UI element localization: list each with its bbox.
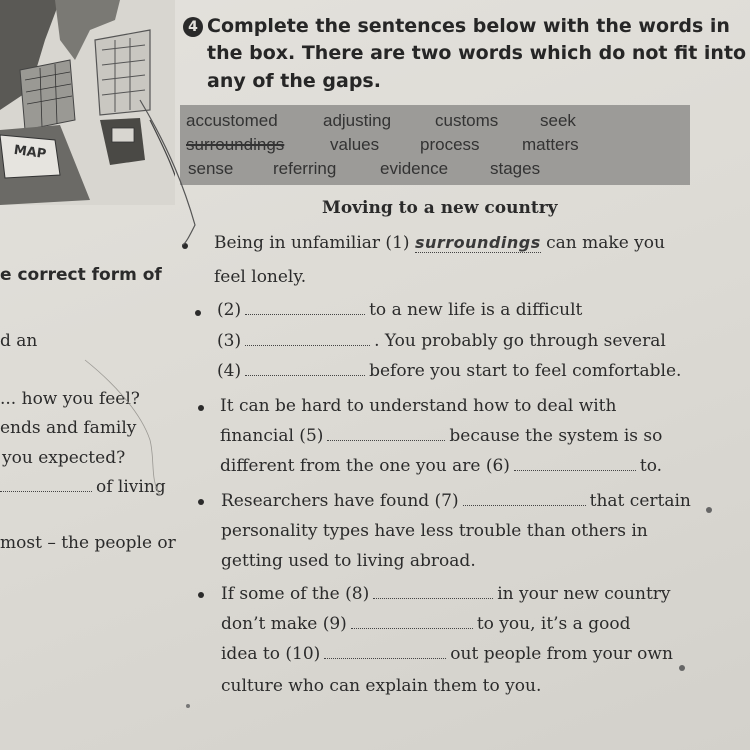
sentence-line: It can be hard to understand how to deal with bbox=[220, 396, 617, 416]
left-fragment: ends and family bbox=[0, 418, 137, 438]
sentence-line: financial (5) because the system is so bbox=[220, 426, 663, 446]
svg-text:MAP: MAP bbox=[12, 142, 48, 163]
word-box-item: process bbox=[420, 135, 480, 154]
word-box-item: adjusting bbox=[323, 111, 392, 130]
left-fragment: ... how you feel? bbox=[0, 389, 140, 409]
handwritten-answer-1: surroundings bbox=[414, 233, 541, 252]
sentence-line: different from the one you are (6) to. bbox=[220, 456, 663, 476]
sentence-line: (4) before you start to feel comfortable. bbox=[217, 361, 682, 381]
sentence-line: feel lonely. bbox=[214, 267, 307, 287]
sentence-line: Researchers have found (7) that certain bbox=[221, 491, 691, 511]
sentence-line: (2) to a new life is a difficult bbox=[217, 300, 583, 320]
word-box-item: referring bbox=[273, 159, 337, 178]
left-fragment: you expected? bbox=[2, 448, 126, 468]
word-box-item: values bbox=[330, 135, 380, 154]
left-fragment: most – the people or bbox=[0, 533, 176, 553]
word-box-item-crossed-out: surroundings bbox=[186, 135, 285, 154]
word-box-item: evidence bbox=[380, 159, 449, 178]
section-heading: Moving to a new country bbox=[322, 198, 558, 218]
word-box-item: sense bbox=[188, 159, 234, 178]
sentence-line: Being in unfamiliar (1) surroundings can make you bbox=[214, 233, 665, 253]
sentence-line: (3) . You probably go through several bbox=[217, 331, 666, 351]
task-instruction-line-2: the box. There are two words which do not fit into bbox=[207, 42, 747, 64]
word-box-item: stages bbox=[490, 159, 541, 178]
sentence-line: getting used to living abroad. bbox=[221, 551, 476, 571]
sentence-line: If some of the (8) in your new country bbox=[221, 584, 671, 604]
word-box-item: customs bbox=[435, 111, 499, 130]
task-number-badge: 4 bbox=[183, 17, 203, 37]
left-fragment: e correct form of bbox=[0, 265, 162, 285]
task-instruction-line-3: any of the gaps. bbox=[207, 70, 381, 92]
sentence-line: don’t make (9) to you, it’s a good bbox=[221, 614, 631, 634]
sentence-line: idea to (10) out people from your own bbox=[221, 644, 673, 664]
word-box-item: seek bbox=[540, 111, 576, 130]
word-box-item: matters bbox=[522, 135, 579, 154]
sentence-line: personality types have less trouble than others in bbox=[221, 521, 648, 541]
task-instruction-line-1: Complete the sentences below with the words in bbox=[207, 15, 730, 37]
left-fragment: d an bbox=[0, 331, 38, 351]
left-fragment: of living bbox=[0, 477, 166, 497]
sentence-line: culture who can explain them to you. bbox=[221, 676, 542, 696]
word-box-item: accustomed bbox=[186, 111, 278, 130]
